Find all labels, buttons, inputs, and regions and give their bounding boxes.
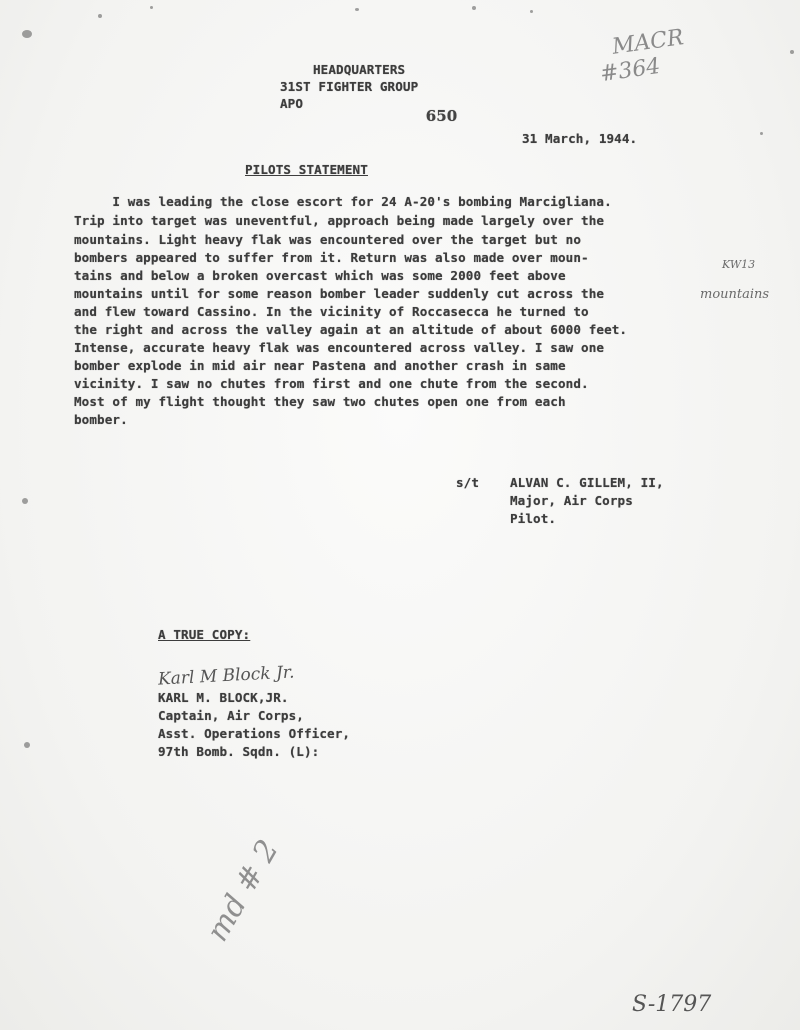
scan-speck bbox=[472, 6, 476, 10]
body-line: mountains until for some reason bomber leader suddenly cut across the bbox=[74, 286, 605, 301]
scan-speck bbox=[760, 132, 763, 135]
scan-speck bbox=[355, 8, 359, 11]
signature-prefix: s/t bbox=[456, 475, 480, 490]
certifier-name: KARL M. BLOCK,JR. bbox=[158, 690, 289, 705]
scan-speck bbox=[22, 30, 32, 38]
corner-note-line1: MACR bbox=[610, 25, 686, 60]
certifier-unit: 97th Bomb. Sqdn. (L): bbox=[158, 744, 320, 759]
header-apo-number bbox=[395, 92, 457, 140]
scan-speck bbox=[24, 742, 30, 748]
bottom-number: S-1797 bbox=[632, 992, 712, 1017]
scan-speck bbox=[530, 10, 533, 13]
header-group: 31ST FIGHTER GROUP bbox=[280, 79, 419, 94]
bottom-note: md # 2 bbox=[200, 833, 286, 948]
scan-speck bbox=[98, 14, 102, 18]
body-line: and flew toward Cassino. In the vicinity of Roccasecca he turned to bbox=[74, 304, 589, 319]
body-line: mountains. Light heavy flak was encountered over the target but no bbox=[74, 232, 582, 247]
handwritten-signature: Karl M Block Jr. bbox=[157, 662, 295, 690]
apo-number: 650 bbox=[425, 107, 458, 125]
body-line: Most of my flight thought they saw two chutes open one from each bbox=[74, 394, 566, 409]
certifier-position: Asst. Operations Officer, bbox=[158, 726, 351, 741]
body-line: the right and across the valley again at an altitude of about 6000 feet. bbox=[74, 322, 628, 337]
body-line: tains and below a broken overcast which was some 2000 feet above bbox=[74, 268, 566, 283]
scan-speck bbox=[22, 498, 28, 504]
body-line: Trip into target was uneventful, approach being made largely over the bbox=[74, 213, 605, 228]
body-line: Intense, accurate heavy flak was encountered across valley. I saw one bbox=[74, 340, 605, 355]
signature-role: Pilot. bbox=[510, 511, 557, 526]
scan-speck bbox=[150, 6, 153, 9]
body-line: bomber explode in mid air near Pastena and another crash in same bbox=[74, 358, 566, 373]
body-line: I was leading the close escort for 24 A-20's bombing Marcigliana. bbox=[74, 194, 612, 209]
header-apo-label: APO bbox=[280, 96, 304, 111]
scan-speck bbox=[790, 50, 794, 54]
document-date: 31 March, 1944. bbox=[522, 131, 638, 146]
margin-note: KW13 bbox=[722, 258, 756, 271]
body-line: bomber. bbox=[74, 412, 128, 427]
body-line: vicinity. I saw no chutes from first and one chute from the second. bbox=[74, 376, 589, 391]
signature-rank: Major, Air Corps bbox=[510, 493, 633, 508]
true-copy-label: A TRUE COPY: bbox=[158, 627, 251, 642]
body-line: bombers appeared to suffer from it. Return was also made over moun- bbox=[74, 250, 589, 265]
header-unit: HEADQUARTERS bbox=[313, 62, 406, 77]
certifier-title: Captain, Air Corps, bbox=[158, 708, 304, 723]
corner-note-line2: #364 bbox=[598, 53, 662, 88]
signature-name: ALVAN C. GILLEM, II, bbox=[510, 475, 664, 490]
margin-insert: mountains bbox=[700, 287, 770, 302]
document-title: PILOTS STATEMENT bbox=[245, 162, 368, 177]
